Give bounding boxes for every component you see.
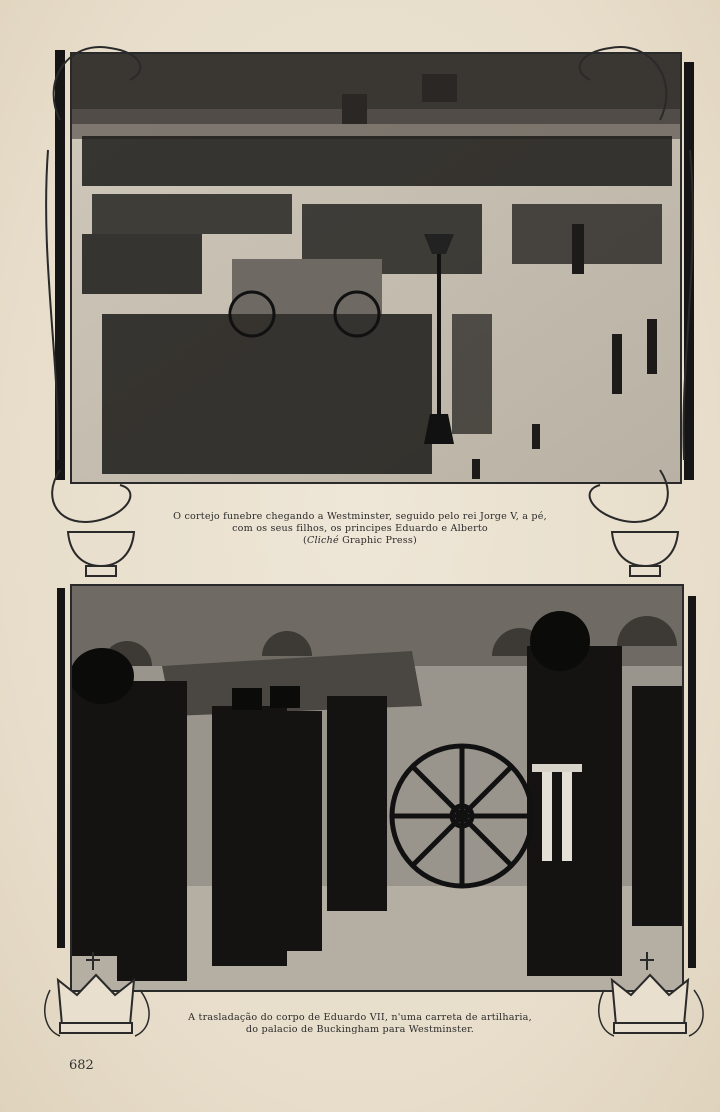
credit-rest: Graphic Press) [338, 535, 417, 546]
right-rule-bar-lower [688, 596, 696, 968]
bottom-photo-caption [120, 1012, 600, 1036]
credit-italic: Cliché [306, 535, 339, 546]
left-rule-bar-lower [57, 588, 65, 948]
caption-line: do palacio de Buckingham para Westminster. [245, 1024, 475, 1035]
caption-line: O cortejo funebre chegando a Westminster, seguido pelo rei Jorge V, a pé, [173, 511, 547, 522]
photo-credit [120, 535, 600, 547]
caption-line: A trasladação do corpo de Eduardo VII, n'uma carreta de artilharia, [188, 1012, 532, 1023]
credit-prefix: ( [302, 535, 307, 546]
caption-line: com os seus filhos, os principes Eduardo e Alberto [232, 523, 488, 534]
crown-icon-right [612, 975, 688, 1025]
top-photo-caption [120, 511, 600, 547]
page-number: 682 [69, 1058, 94, 1073]
